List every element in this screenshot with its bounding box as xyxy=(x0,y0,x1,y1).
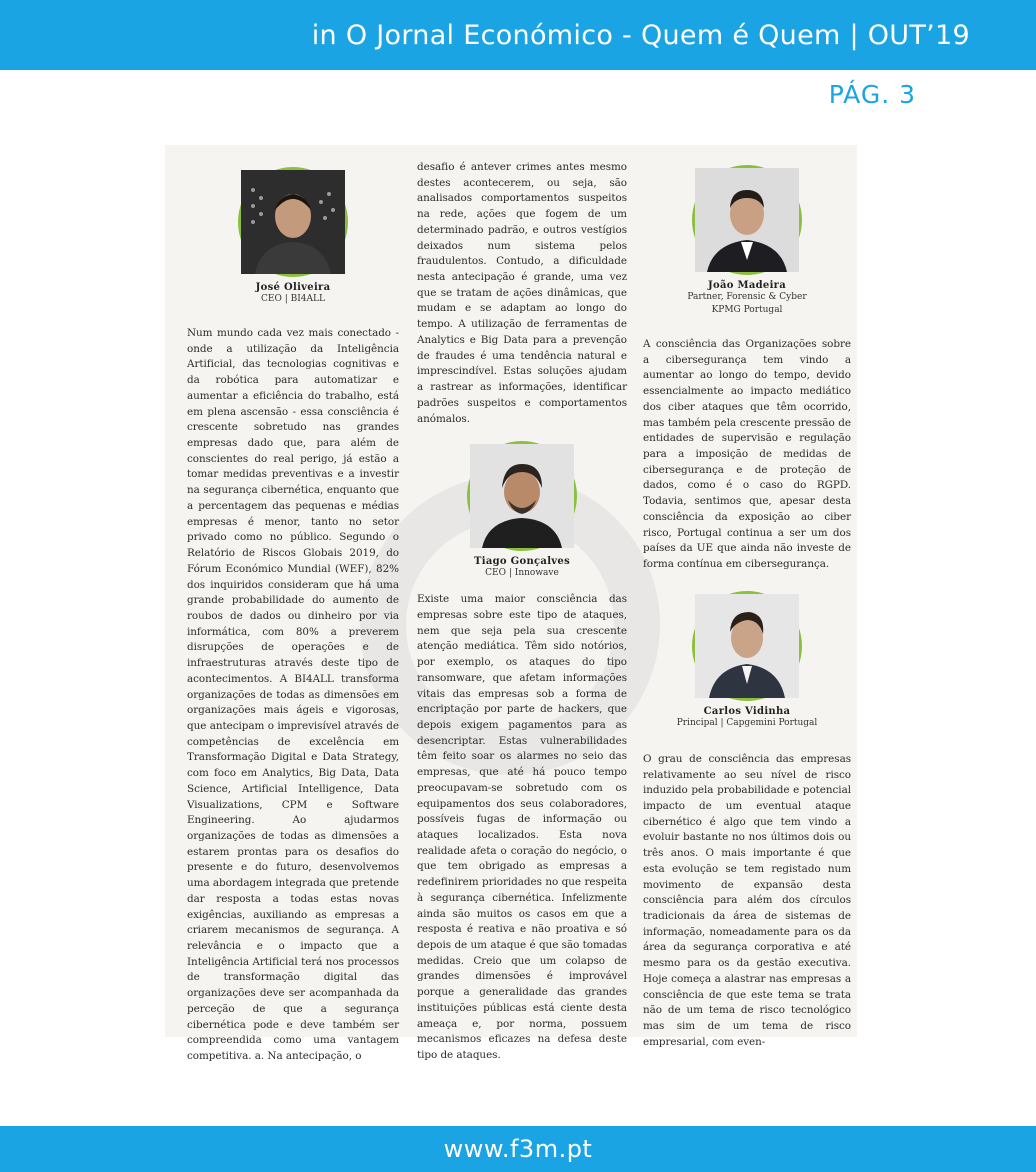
profile-role: Principal | Capgemini Portugal xyxy=(676,717,818,728)
article-text-carlos: O grau de consciência das empresas relativamente ao seu nível de risco induzido pela probabilidade e potencial impacto de um eventual ataque cibernético é algo que tem vindo a evoluir bastante no nos últimos dois ou três anos. O mais importante é que esta evolução se tem registado num movimento de expansão desta consciência para além dos círculos tradicionais da área de sistemas de informação, nomeadamente para os da área da segurança corporativa e até mesmo para os da gestão executiva. Hoje começa a alastrar nas empresas a consciência de que este tema se trata não de um tema de risco tecnológico mas sim de um tema de risco empresarial, com even- xyxy=(643,752,851,1048)
profile-name: João Madeira xyxy=(707,280,787,291)
article-text-jose: Num mundo cada vez mais conectado - onde a utilização da Inteligência Artificial, das tecnologias cognitivas e da robótica para automatizar e aumentar a eficiência do trabalho, está em plena ascensão - essa consciência é crescente sobretudo nas grandes empresas dado que, para além de conscientes do real perigo, já estão a tomar medidas preventivas e a investir na segurança cibernética, enquanto que a percentagem das pequenas e médias empresas é menor, tanto no setor privado como no público. Segundo o Relatório de Riscos Globais 2019, do Fórum Económico Mundial (WEF), 82% dos inquiridos consideram que há uma grande probabilidade do aumento de roubos de dados ou dinheiro por via informática, com 80% a preverem disrupções de operações e de infraestruturas através deste tipo de acontecimentos. A BI4ALL transforma organizações de todas as dimensões em organizações mais ágeis e vigorosas, que antecipam o imprevisível através de competências de excelência em Transformação Digital e Data Strategy, com foco em Analytics, Big Data, Data Science, Artificial Intelligence, Data Visualizations, CPM e Software Engineering. Ao ajudarmos organizações de todas as dimensões a estarem prontas para os desafios do presente e do futuro, desenvolvemos uma abordagem integrada que pretende dar resposta a todas estas novas exigências, auxiliando as empresas a criarem mecanismos de segurança. A relevância e o impacto que a Inteligência Artificial terá nos processos de transformação digital das organizações deve ser acompanhada da perceção de que a segurança cibernética pode e deve também ser compreendida como uma vantagem competitiva. a. Na antecipação, o xyxy=(187,327,399,1063)
page-number: PÁG. 3 xyxy=(828,80,916,109)
footer-website-link[interactable]: www.f3m.pt xyxy=(443,1135,593,1163)
header-title: in O Jornal Económico - Quem é Quem | OUT’19 xyxy=(311,19,970,51)
profile-jose-oliveira xyxy=(187,167,399,306)
avatar-photo-icon xyxy=(238,167,348,277)
profile-carlos-vidinha xyxy=(643,591,851,730)
avatar-photo-icon xyxy=(467,441,577,551)
avatar-photo-icon xyxy=(692,591,802,701)
article-text-joao: A consciência das Organizações sobre a cibersegurança tem vindo a aumentar ao longo do tempo, devido essencialmente ao impacto mediático dos ciber ataques que têm ocorrido, mas também pela crescente pressão de entidades de supervisão e regulação para a imposição de medidas de cibersegurança e de proteção de dados, como é o caso do RGPD. Todavia, sentimos que, apesar desta consciência da exposição ao ciber risco, Portugal continua a ser um dos países da UE que ainda não investe de forma contínua em cibersegurança. xyxy=(643,338,851,571)
profile-tiago-goncalves xyxy=(417,441,627,580)
profile-role: CEO | Innowave xyxy=(485,568,559,579)
header-bar xyxy=(0,0,1036,70)
avatar-photo-icon xyxy=(692,165,802,275)
profile-name: Tiago Gonçalves xyxy=(473,556,570,568)
article-text-jose-continued: desafio é antever crimes antes mesmo destes acontecerem, ou seja, são analisados comportamentos suspeitos na rede, ações que fogem de um determinado padrão, e outros vestígios deixados num sistema pelos fraudulentos. Contudo, a dificuldade nesta antecipação é grande, uma vez que se tratam de ações dinâmicas, que mudam e se adaptam ao longo do tempo. A utilização de ferramentas de Analytics e Big Data para a prevenção de fraudes é uma tendência natural e imprescindível. Estas soluções ajudam a rastrear as informações, identificar padrões suspeitos e comportamentos anómalos. xyxy=(417,161,627,425)
column-1 xyxy=(187,145,399,1065)
article-scan xyxy=(165,145,857,1063)
profile-name: José Oliveira xyxy=(255,282,331,293)
profile-joao-madeira xyxy=(643,165,851,317)
column-2 xyxy=(417,145,627,1064)
profile-role-line2: KPMG Portugal xyxy=(711,305,783,315)
profile-role-line1: Partner, Forensic & Cyber xyxy=(687,292,807,302)
column-3 xyxy=(643,145,851,1050)
profile-name: Carlos Vidinha xyxy=(703,705,791,717)
footer-bar xyxy=(0,1126,1036,1172)
article-text-tiago: Existe uma maior consciência das empresas sobre este tipo de ataques, nem que seja pela sua crescente atenção mediática. Têm sido notórios, por exemplo, os ataques do tipo ransomware, que afetam informações vitais das empresas sob a forma de encriptação por parte de hackers, que depois exigem pagamentos para as desencriptar. Estas vulnerabilidades têm feito soar os alarmes no seio das empresas, que até há pouco tempo preocupavam-se sobretudo com os equipamentos dos seus colaboradores, possíveis fugas de informação ou ataques localizados. Esta nova realidade afeta o coração do negócio, o que tem obrigado as empresas a redefinirem prioridades no que respeita à segurança cibernética. Infelizmente ainda são muitos os casos em que a resposta é reativa e não proativa e só depois de um ataque é que são tomadas medidas. Creio que um colapso de grandes dimensões é improvável porque a generalidade das grandes instituições públicas está ciente desta ameaça e, por norma, possuem mecanismos eficazes na defesa deste tipo de ataques. xyxy=(417,593,627,1062)
profile-role: CEO | BI4ALL xyxy=(261,294,325,304)
